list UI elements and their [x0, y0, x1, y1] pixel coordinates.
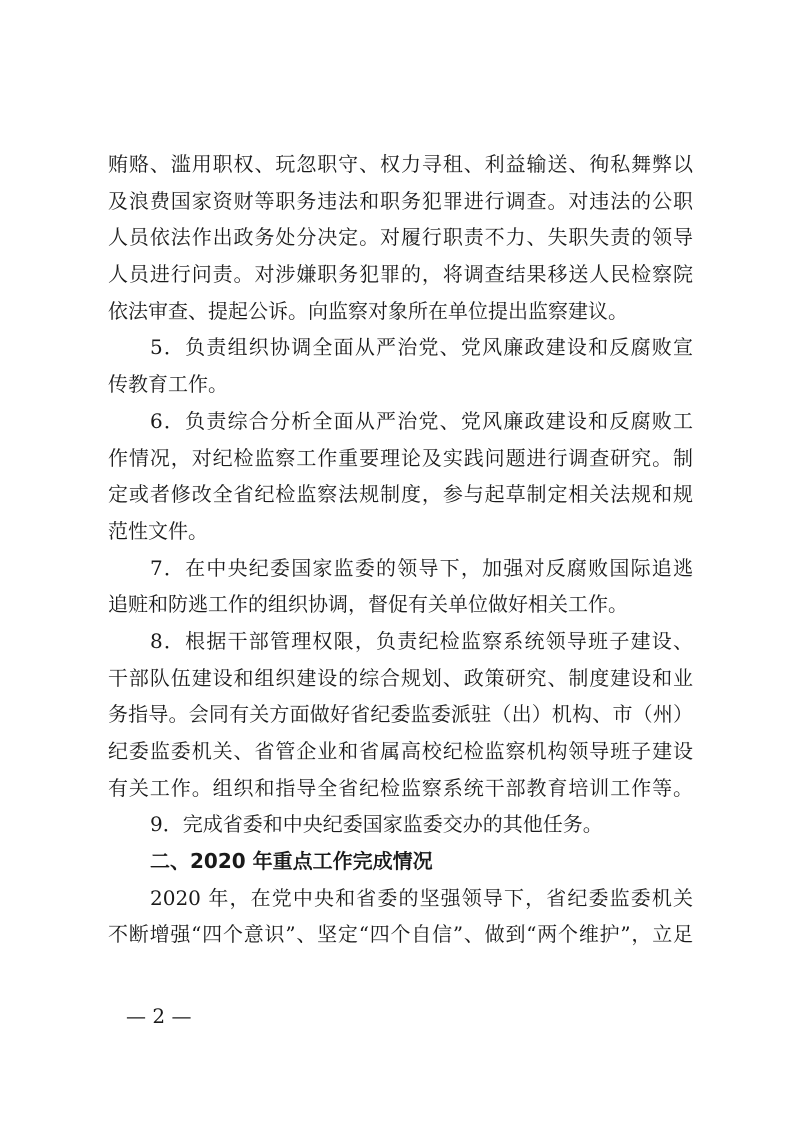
- text-line: 7．在中央纪委国家监委的领导下，加强对反腐败国际追逃: [150, 555, 693, 580]
- text-line: 6．负责综合分析全面从严治党、党风廉政建设和反腐败工: [150, 408, 693, 433]
- text-line: 贿赂、滥用职权、玩忽职守、权力寻租、利益输送、徇私舞弊以: [108, 152, 693, 176]
- text-line: 依法审查、提起公诉。向监察对象所在单位提出监察建议。: [108, 298, 628, 323]
- text-line: 务指导。会同有关方面做好省纪委监委派驻（出）机构、市（州）: [108, 702, 693, 727]
- text-line: 作情况，对纪检监察工作重要理论及实践问题进行调查研究。制: [108, 445, 693, 470]
- page-number: — 2 —: [126, 1004, 192, 1028]
- text-line: 2020 年，在党中央和省委的坚强领导下，省纪委监委机关: [150, 885, 693, 910]
- text-line: 不断增强“四个意识”、坚定“四个自信”、做到“两个维护”，立足: [108, 922, 693, 947]
- text-line: 纪委监委机关、省管企业和省属高校纪检监察机构领导班子建设: [108, 739, 693, 763]
- text-line: 及浪费国家资财等职务违法和职务犯罪进行调查。对违法的公职: [108, 188, 693, 213]
- text-line: 人员进行问责。对涉嫌职务犯罪的，将调查结果移送人民检察院: [108, 262, 693, 287]
- text-line: 追赃和防逃工作的组织协调，督促有关单位做好相关工作。: [108, 592, 628, 617]
- text-line: 8．根据干部管理权限，负责纪检监察系统领导班子建设、: [150, 628, 693, 653]
- text-line: 范性文件。: [108, 518, 208, 543]
- text-line: 定或者修改全省纪检监察法规制度，参与起草制定相关法规和规: [108, 482, 693, 507]
- text-line: 传教育工作。: [108, 372, 228, 397]
- section-heading: 二、2020 年重点工作完成情况: [150, 849, 433, 874]
- text-line: 有关工作。组织和指导全省纪检监察系统干部教育培训工作等。: [108, 775, 693, 800]
- text-line: 9．完成省委和中央纪委国家监委交办的其他任务。: [150, 812, 603, 837]
- text-line: 人员依法作出政务处分决定。对履行职责不力、失职失责的领导: [108, 225, 693, 250]
- body-text: [108, 146, 693, 953]
- text-line: 干部队伍建设和组织建设的综合规划、政策研究、制度建设和业: [108, 665, 693, 690]
- text-line: 5．负责组织协调全面从严治党、党风廉政建设和反腐败宣: [150, 335, 693, 360]
